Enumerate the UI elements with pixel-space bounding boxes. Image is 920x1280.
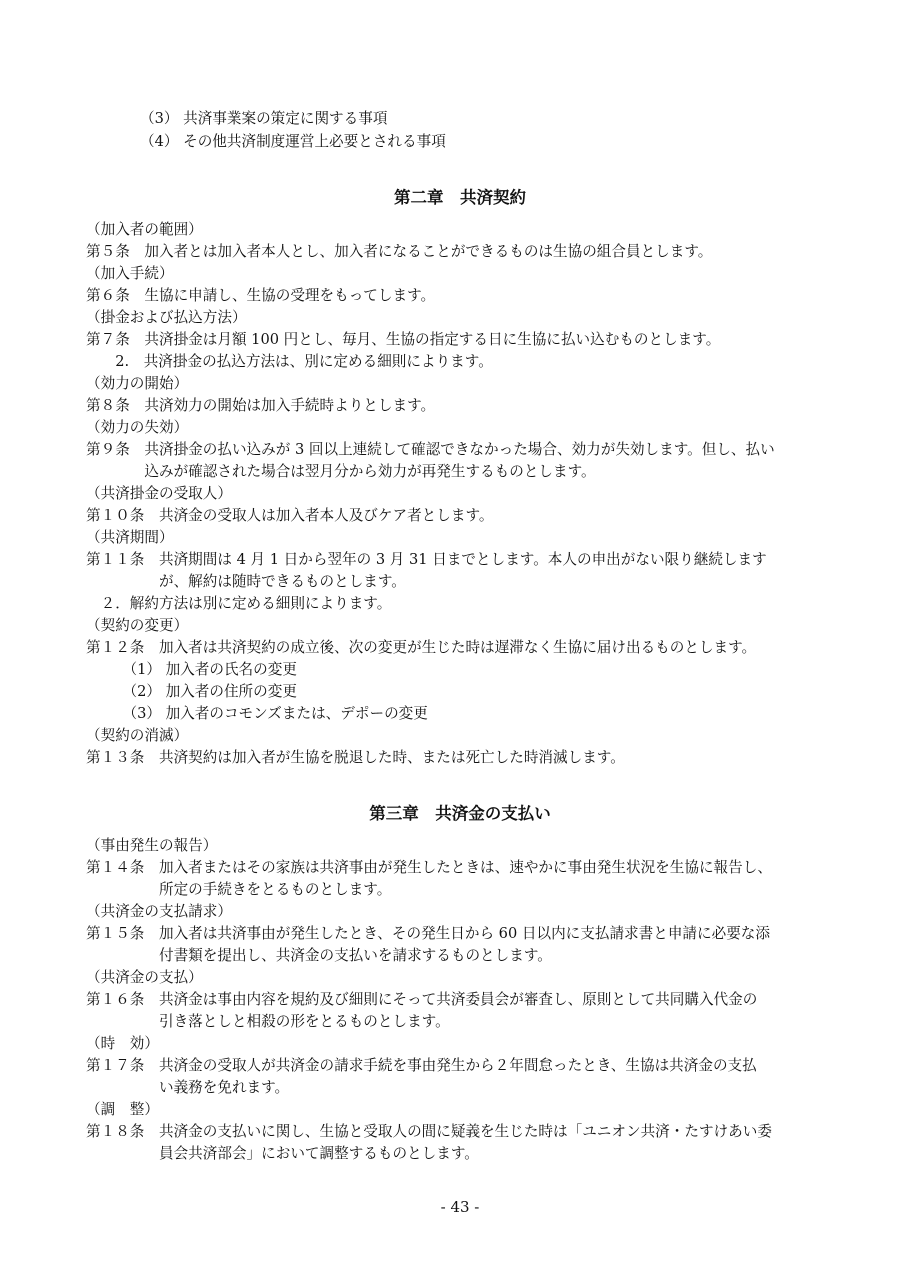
article-text: 員会共済部会」において調整するものとします。: [86, 1145, 479, 1162]
section-heading: （効力の失効）: [86, 419, 189, 436]
list-item: （1） 加入者の氏名の変更: [86, 661, 297, 678]
list-item: （3） 加入者のコモンズまたは、デポーの変更: [86, 705, 428, 722]
article-text: 引き落としと相殺の形をとるものとします。: [86, 1013, 450, 1030]
section-heading: （共済期間）: [86, 529, 174, 546]
article-text: い義務を免れます。: [86, 1079, 290, 1096]
list-item: （4） その他共済制度運営上必要とされる事項: [140, 133, 446, 150]
article-text: 2. 共済掛金の払込方法は、別に定める細則によります。: [86, 353, 493, 370]
section-heading: （事由発生の報告）: [86, 837, 218, 854]
article-text: 第９条 共済掛金の払い込みが 3 回以上連続して確認できなかった場合、効力が失効します。但し、払い: [86, 441, 775, 458]
article-text: 第１６条 共済金は事由内容を規約及び細則にそって共済委員会が審査し、原則として共同購入代金の: [86, 991, 758, 1008]
article-text: 第１０条 共済金の受取人は加入者本人及びケア者とします。: [86, 507, 494, 524]
section-heading: （調 整）: [86, 1101, 159, 1118]
article-text: 所定の手続きをとるものとします。: [86, 881, 392, 898]
article-text: 第６条 生協に申請し、生協の受理をもってします。: [86, 287, 436, 304]
section-heading: （加入手続）: [86, 265, 174, 282]
article-text: 第１３条 共済契約は加入者が生協を脱退した時、または死亡した時消滅します。: [86, 749, 625, 766]
chapter-heading: 第三章 共済金の支払い: [369, 804, 551, 823]
list-item: （3） 共済事業案の策定に関する事項: [140, 110, 388, 127]
chapter-heading: 第二章 共済契約: [394, 188, 526, 207]
article-text: 込みが確認された場合は翌月分から効力が再発生するものとします。: [86, 463, 596, 480]
section-heading: （契約の変更）: [86, 617, 189, 634]
article-text: 第７条 共済掛金は月額 100 円とし、毎月、生協の指定する日に生協に払い込むものとします。: [86, 331, 721, 348]
page-number: - 43 -: [440, 1198, 480, 1216]
article-text: 第１８条 共済金の支払いに関し、生協と受取人の間に疑義を生じた時は「ユニオン共済・たすけあい委: [86, 1123, 772, 1140]
section-heading: （共済金の支払請求）: [86, 903, 232, 920]
section-heading: （共済金の支払）: [86, 969, 203, 986]
article-text: ２．解約方法は別に定める細則によります。: [86, 595, 392, 612]
article-text: 第８条 共済効力の開始は加入手続時よりとします。: [86, 397, 436, 414]
section-heading: （加入者の範囲）: [86, 221, 203, 238]
article-text: 付書類を提出し、共済金の支払いを請求するものとします。: [86, 947, 552, 964]
section-heading: （契約の消滅）: [86, 727, 189, 744]
section-heading: （掛金および払込方法）: [86, 309, 247, 326]
article-text: 第１７条 共済金の受取人が共済金の請求手続を事由発生から２年間怠ったとき、生協は共済金の支払: [86, 1057, 757, 1074]
article-text: 第１４条 加入者またはその家族は共済事由が発生したときは、速やかに事由発生状況を生協に報告し、: [86, 859, 772, 876]
article-text: 第５条 加入者とは加入者本人とし、加入者になることができるものは生協の組合員とします。: [86, 243, 713, 260]
section-heading: （共済掛金の受取人）: [86, 485, 232, 502]
section-heading: （効力の開始）: [86, 375, 189, 392]
article-text: 第１２条 加入者は共済契約の成立後、次の変更が生じた時は遅滞なく生協に届け出るものとします。: [86, 639, 757, 656]
section-heading: （時 効）: [86, 1035, 159, 1052]
article-text: 第１５条 加入者は共済事由が発生したとき、その発生日から 60 日以内に支払請求書と申請に必要な添: [86, 925, 770, 942]
list-item: （2） 加入者の住所の変更: [86, 683, 297, 700]
article-text: が、解約は随時できるものとします。: [86, 573, 406, 590]
article-text: 第１１条 共済期間は 4 月 1 日から翌年の 3 月 31 日までとします。本人の申出がない限り継続します: [86, 551, 767, 568]
